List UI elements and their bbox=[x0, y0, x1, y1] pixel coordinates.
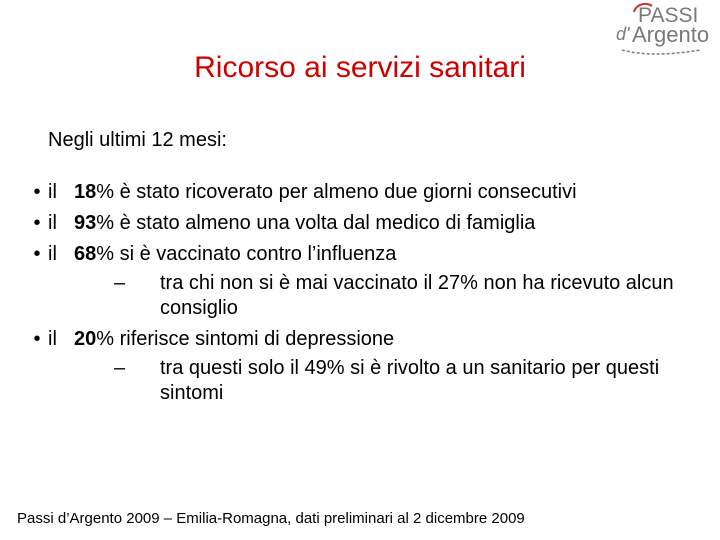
bullet-lead: il bbox=[48, 212, 57, 234]
bullet-lead: il bbox=[48, 328, 57, 350]
bullet-item bbox=[28, 327, 688, 406]
bullet-text bbox=[74, 243, 396, 265]
logo-line2-prefix: d' bbox=[616, 24, 630, 44]
bullet-dot-icon: • bbox=[33, 212, 41, 234]
bullet-item bbox=[28, 180, 688, 205]
bullet-percent-value: 93 bbox=[74, 212, 97, 234]
bullet-dot-icon: • bbox=[33, 328, 41, 350]
bullet-percent-unit: % bbox=[96, 181, 115, 203]
bullet-text bbox=[74, 181, 577, 203]
bullet-text bbox=[74, 328, 394, 350]
bullet-item bbox=[28, 211, 688, 236]
bullet-percent-value: 20 bbox=[74, 328, 97, 350]
bullet-percent-value: 68 bbox=[74, 243, 97, 265]
logo-line2: Argento bbox=[632, 22, 710, 47]
bullet-description: si è vaccinato contro l’influenza bbox=[114, 243, 397, 265]
sub-bullet-item bbox=[74, 356, 688, 406]
bullet-dot-icon: • bbox=[33, 181, 41, 203]
footer-source: Passi d’Argento 2009 – Emilia-Romagna, dati preliminari al 2 dicembre 2009 bbox=[17, 510, 525, 527]
intro-text: Negli ultimi 12 mesi: bbox=[48, 129, 227, 151]
bullet-percent-unit: % bbox=[96, 212, 115, 234]
bullet-list bbox=[28, 180, 688, 412]
bullet-lead: il bbox=[48, 243, 57, 265]
bullet-percent-value: 18 bbox=[74, 181, 97, 203]
slide-title: Ricorso ai servizi sanitari bbox=[194, 51, 526, 84]
sub-bullet-text: tra questi solo il 49% si è rivolto a un sanitario per questi sintomi bbox=[160, 357, 660, 404]
sub-bullet-item bbox=[74, 271, 688, 321]
bullet-text bbox=[74, 212, 535, 234]
bullet-description: riferisce sintomi di depressione bbox=[114, 328, 395, 350]
sub-bullet-dash-icon: – bbox=[114, 272, 126, 294]
bullet-lead: il bbox=[48, 181, 57, 203]
sub-bullet-text: tra chi non si è mai vaccinato il 27% non ha ricevuto alcun consiglio bbox=[160, 272, 674, 319]
bullet-percent-unit: % bbox=[96, 328, 115, 350]
bullet-item bbox=[28, 242, 688, 321]
logo-line1: PASSI bbox=[638, 4, 699, 27]
bullet-description: è stato ricoverato per almeno due giorni consecutivi bbox=[114, 181, 577, 203]
bullet-percent-unit: % bbox=[96, 243, 115, 265]
bullet-dot-icon: • bbox=[33, 243, 41, 265]
sub-bullet-dash-icon: – bbox=[114, 357, 126, 379]
bullet-description: è stato almeno una volta dal medico di famiglia bbox=[114, 212, 536, 234]
